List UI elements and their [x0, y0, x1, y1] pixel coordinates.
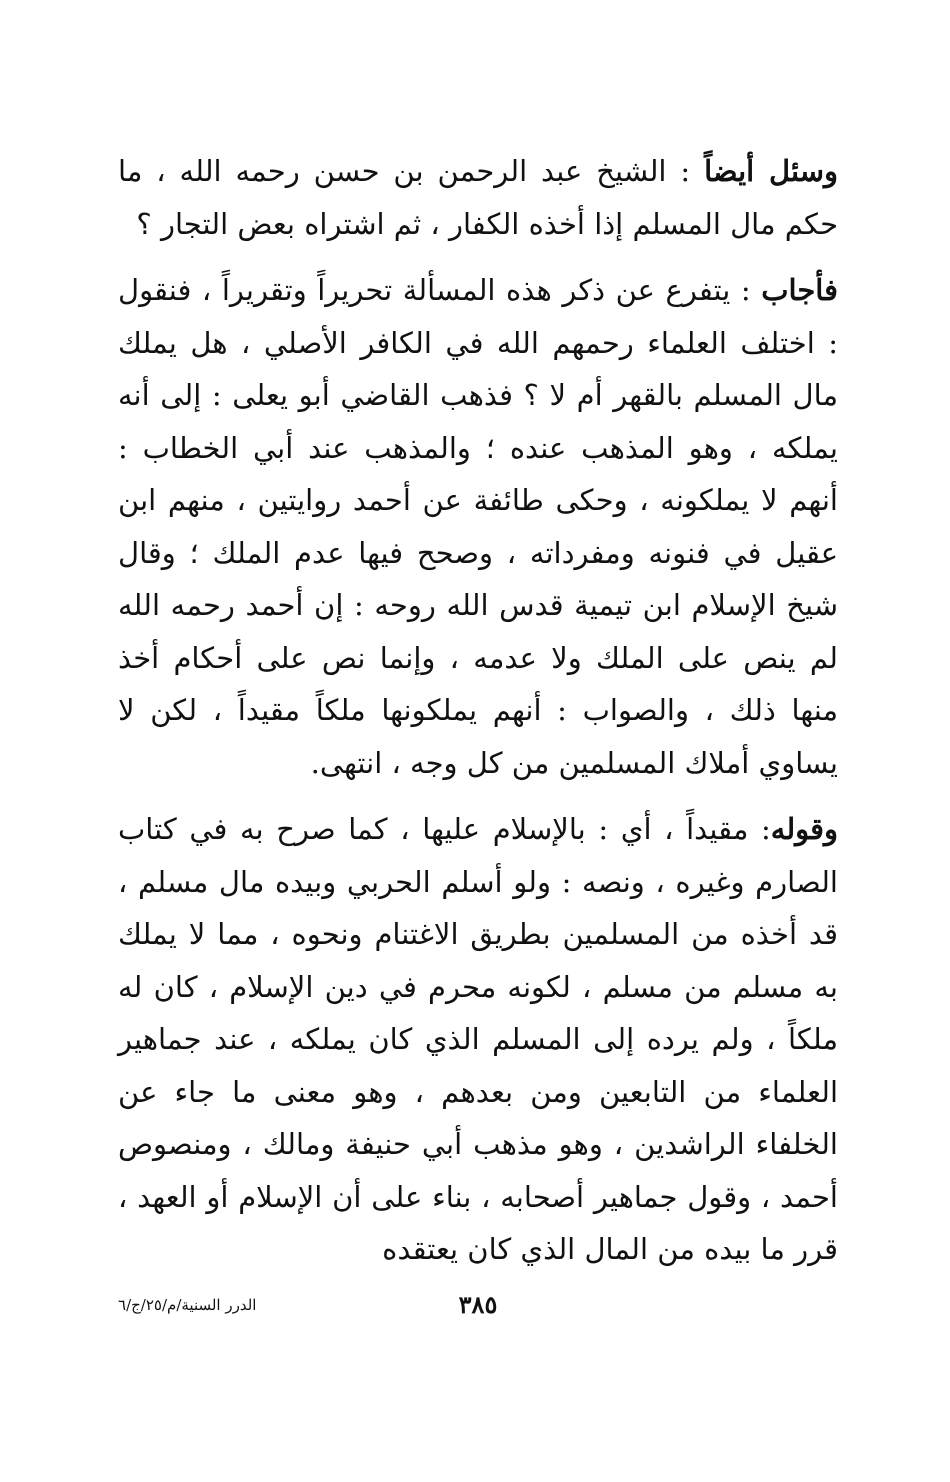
source-reference: الدرر السنية/م/٢٥/ج/٦: [118, 1296, 257, 1314]
paragraph-lead: وقوله: [770, 812, 838, 846]
paragraph-text: : يتفرع عن ذكر هذه المسألة تحريراً وتقريراً ، فنقول : اختلف العلماء رحمهم الله في الكافر الأصلي ، هل يملك مال المسلم بالقهر أم لا ؟ فذهب القاضي أبو يعلى : إلى أنه يملكه ، وهو المذهب عنده ؛ والمذهب عند أبي الخطاب : أنهم لا يملكونه ، وحكى طائفة عن أحمد روايتين ، منهم ابن عقيل في فنونه ومفرداته ، وصحح فيها عدم الملك ؛ وقال شيخ الإسلام ابن تيمية قدس الله روحه : إن أحمد رحمه الله لم ينص على الملك ولا عدمه ، وإنما نص على أحكام أخذ منها ذلك ، والصواب : أنهم يملكونها ملكاً مقيداً ، لكن لا يساوي أملاك المسلمين من كل وجه ، انتهى.: [118, 273, 838, 780]
paragraph-text: : الشيخ عبد الرحمن بن حسن رحمه الله ، ما حكم مال المسلم إذا أخذه الكفار ، ثم اشتراه بعض التجار ؟: [118, 154, 838, 241]
paragraph-question: [118, 145, 838, 250]
page-body: [118, 145, 838, 1276]
paragraph-answer: [118, 264, 838, 789]
page-footer: [118, 1290, 838, 1330]
paragraph-lead: وسئل أيضاً: [704, 154, 838, 188]
page-number: ٣٨٥: [458, 1290, 498, 1319]
paragraph-text: : مقيداً ، أي : بالإسلام عليها ، كما صرح به في كتاب الصارم وغيره ، ونصه : ولو أسلم الحربي وبيده مال مسلم ، قد أخذه من المسلمين بطريق الاغتنام ونحوه ، مما لا يملك به مسلم من مسلم ، لكونه محرم في دين الإسلام ، كان له ملكاً ، ولم يرده إلى المسلم الذي كان يملكه ، عند جماهير العلماء من التابعين ومن بعدهم ، وهو معنى ما جاء عن الخلفاء الراشدين ، وهو مذهب أبي حنيفة ومالك ، ومنصوص أحمد ، وقول جماهير أصحابه ، بناء على أن الإسلام أو العهد ، قرر ما بيده من المال الذي كان يعتقده: [118, 812, 838, 1266]
paragraph-commentary: [118, 803, 838, 1276]
paragraph-lead: فأجاب: [761, 273, 838, 307]
